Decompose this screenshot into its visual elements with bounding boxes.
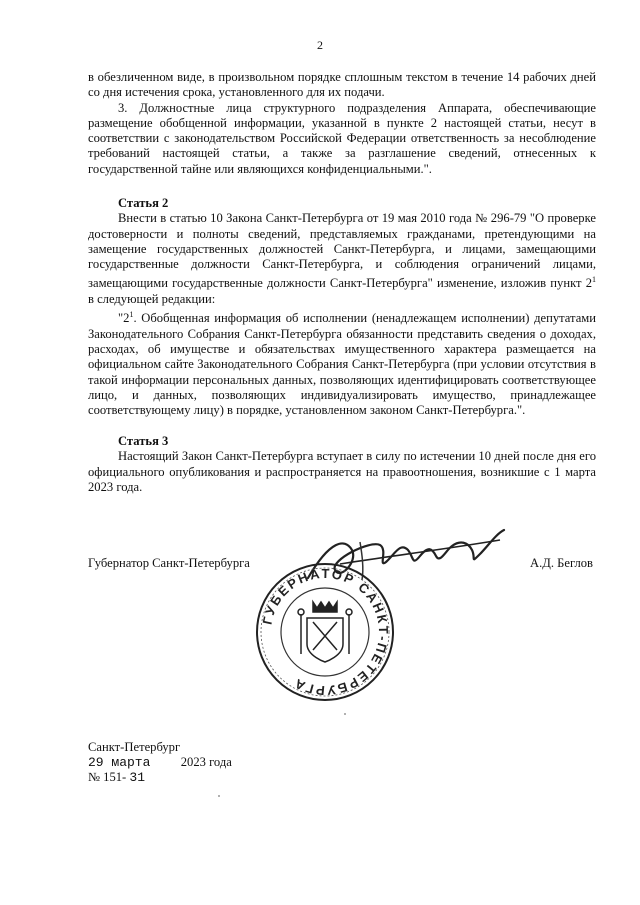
page-number: 2 [317,38,323,52]
seal-text: ГУБЕРНАТОР САНКТ-ПЕТЕРБУРГА [259,565,392,699]
article-2 [88,196,596,419]
article-2-intro: Внести в статью 10 Закона Санкт-Петербурга от 19 мая 2010 года № 296-79 "О проверке достоверности и полноты сведений, представляемых гражданами, претендующими на замещение государственных должностей Санкт-Петербурга, и лицами, замещающими государственные должности Санкт-Петербурга, и соблюдения ограничений лицами, замещающими государственные должности Санкт-Петербурга" изменение, изложив пункт $2^1$ в следующей редакции: [88,211,596,306]
article-3-heading: Статья 3 [118,434,169,448]
article-3-text: Настоящий Закон Санкт-Петербурга вступает в силу по истечении 10 дней после дня его официального опубликования и распространяется на правоотношения, возникшие с 1 марта 2023 года. [88,449,596,494]
official-seal [255,562,395,702]
article-2-quote: "$2^1$. Обобщенная информация об исполнении (ненадлежащем исполнении) депутатами Законодательного Собрания Санкт-Петербурга обязанности представить сведения о доходах, расходах, об имуществе и обязательствах имущественного характера размещается на официальном сайте Законодательного Собрания Санкт-Петербурга (при условии отсутствия в такой информации персональных данных, позволяющих идентифицировать соответствующее лицо, и данных, позволяющих индивидуализировать имущество, принадлежащее соответствующему лицу) в порядке, установленном законом Санкт-Петербурга.". [88,310,596,418]
text-block-top [88,70,596,177]
number-handwritten: 31 [129,770,146,785]
coat-of-arms-icon [298,602,352,662]
superscript: 1 [592,275,596,285]
speck [344,713,346,715]
city: Санкт-Петербург [88,740,181,754]
paragraph-continuation: в обезличенном виде, в произвольном порядке сплошным текстом в течение 14 рабочих дней со дня истечения срока, установленного для их подачи. [88,70,596,100]
date-line [88,755,232,770]
signatory-name: А.Д. Беглов [530,556,594,570]
svg-text:ГУБЕРНАТОР САНКТ-ПЕТЕРБУРГА [259,566,391,698]
date-handwritten: 29 марта [88,755,151,770]
superscript: 1 [129,310,134,320]
article-2-heading: Статья 2 [118,196,169,210]
article-3 [88,434,596,495]
law-number: № 151- 31 [88,770,146,785]
year: 2023 года [180,755,232,769]
speck [218,795,220,797]
place-and-date [88,740,232,785]
signatory-title: Губернатор Санкт-Петербурга [88,556,250,570]
paragraph-clause-3: 3. Должностные лица структурного подразделения Аппарата, обеспечивающие размещение обобщенной информации, указанной в пункте 2 настоящей статьи, несут в соответствии с законодательством Российской Федерации ответственность за несоблюдение требований настоящей статьи, а также за разглашение сведений, отнесенных к государственной тайне или являющихся конфиденциальными.". [88,100,596,176]
